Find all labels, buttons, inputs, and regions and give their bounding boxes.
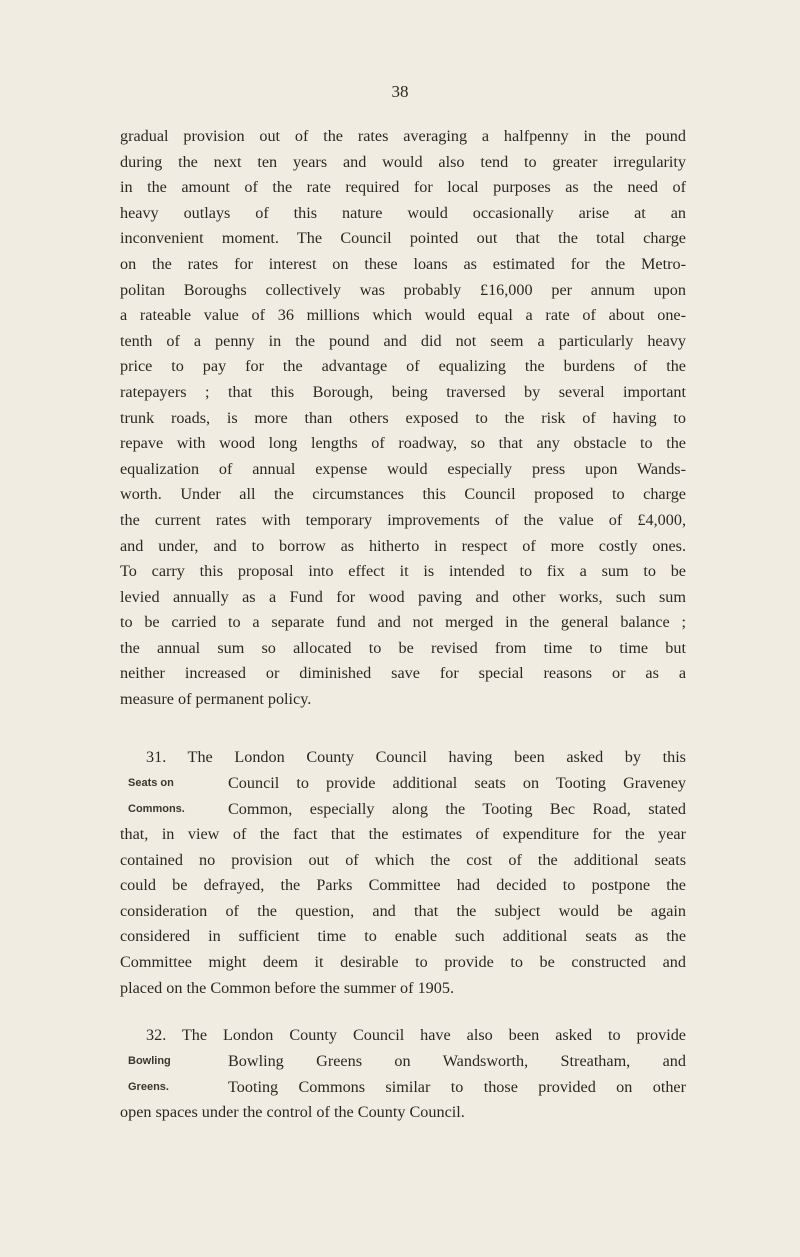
text-line: inconvenient moment. The Council pointed out that the total charge — [120, 229, 686, 248]
sidenote-bowling-greens — [128, 1049, 171, 1100]
section-31-line-1: 31. The London County Council having been asked by this — [146, 748, 686, 766]
text-line: and under, and to borrow as hitherto in respect of more costly ones. — [120, 536, 686, 555]
text-line: contained no provision out of which the cost of the additional seats — [120, 850, 686, 869]
text-line: levied annually as a Fund for wood paving and other works, such sum — [120, 587, 686, 606]
text-line: tenth of a penny in the pound and did not seem a particularly heavy — [120, 331, 686, 350]
page-number: 38 — [391, 82, 409, 101]
text-line: to be carried to a separate fund and not merged in the general balance ; — [120, 613, 686, 632]
text-line: heavy outlays of this nature would occasionally arise at an — [120, 203, 686, 222]
text-line: that, in view of the fact that the estimates of expenditure for the year — [120, 825, 686, 843]
text-line: open spaces under the control of the County Council. — [120, 1103, 465, 1121]
section-31-line-3: Common, especially along the Tooting Bec Road, stated — [228, 799, 686, 818]
section-32-body — [120, 1100, 686, 1126]
section-32-indented-lines — [228, 1049, 686, 1100]
section-31-heading-line — [120, 745, 686, 771]
sidenote-seats-on-commons — [128, 771, 185, 822]
section-31-line-2: Council to provide additional seats on Tooting Graveney — [228, 774, 686, 792]
sidenote-line: Commons. — [128, 802, 185, 815]
text-line: ratepayers ; that this Borough, being traversed by several important — [120, 382, 686, 401]
text-line: neither increased or diminished save for special reasons or as a — [120, 664, 686, 683]
text-line: could be defrayed, the Parks Committee had decided to postpone the — [120, 876, 686, 895]
section-31-body — [120, 822, 686, 1001]
paragraph-rates-equalization — [120, 124, 686, 713]
text-line: price to pay for the advantage of equalizing the burdens of the — [120, 357, 686, 376]
section-32-heading-line — [120, 1023, 686, 1049]
text-line: repave with wood long lengths of roadway, so that any obstacle to the — [120, 434, 686, 453]
text-line: considered in sufficient time to enable such additional seats as the — [120, 927, 686, 946]
text-line: measure of permanent policy. — [120, 690, 312, 709]
text-line: the current rates with temporary improvements of the value of £4,000, — [120, 510, 686, 529]
text-line: Committee might deem it desirable to provide to be constructed and — [120, 952, 686, 971]
text-line: worth. Under all the circumstances this Council proposed to charge — [120, 485, 686, 504]
section-32-line-2: Bowling Greens on Wandsworth, Streatham, and — [228, 1052, 686, 1070]
text-line: consideration of the question, and that the subject would be again — [120, 901, 686, 920]
text-line: equalization of annual expense would especially press upon Wands- — [120, 459, 686, 478]
text-line: gradual provision out of the rates averaging a halfpenny in the pound — [120, 127, 686, 145]
sidenote-line: Bowling — [128, 1055, 171, 1067]
text-line: politan Boroughs collectively was probably £16,000 per annum upon — [120, 280, 686, 299]
sidenote-line: Greens. — [128, 1080, 169, 1093]
text-line: trunk roads, is more than others exposed to the risk of having to — [120, 408, 686, 427]
section-31-indented-lines — [228, 771, 686, 822]
text-line: the annual sum so allocated to be revised from time to time but — [120, 638, 686, 657]
section-32-line-3: Tooting Commons similar to those provided on other — [228, 1077, 686, 1096]
text-line: during the next ten years and would also tend to greater irregularity — [120, 152, 686, 171]
section-32-line-1: 32. The London County Council have also been asked to provide — [146, 1026, 686, 1044]
text-line: placed on the Common before the summer of 1905. — [120, 978, 455, 997]
text-line: To carry this proposal into effect it is intended to fix a sum to be — [120, 562, 686, 581]
text-line: in the amount of the rate required for local purposes as the need of — [120, 178, 686, 197]
text-line: on the rates for interest on these loans as estimated for the Metro- — [120, 254, 686, 273]
sidenote-line: Seats on — [128, 777, 174, 789]
text-line: a rateable value of 36 millions which would equal a rate of about one- — [120, 306, 686, 325]
